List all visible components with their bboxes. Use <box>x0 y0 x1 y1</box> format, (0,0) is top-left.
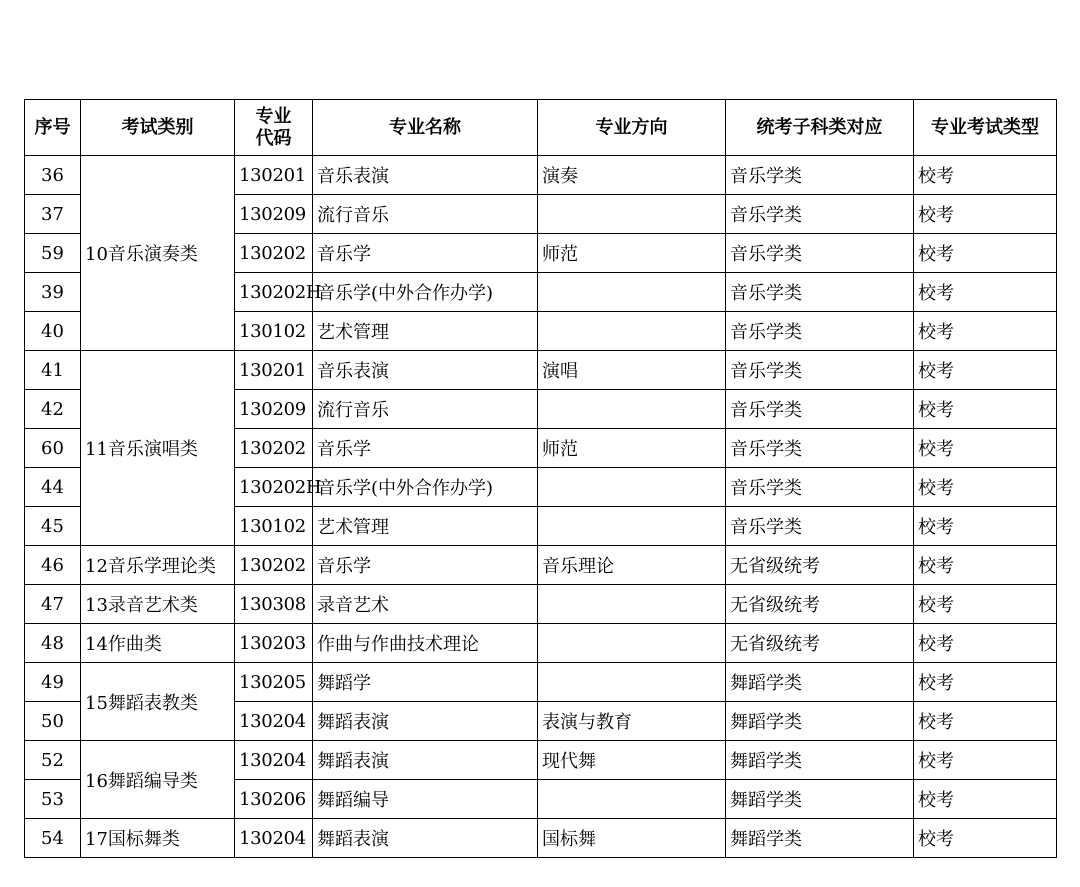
cell-major-name: 录音艺术 <box>313 585 538 624</box>
cell-major-name: 舞蹈表演 <box>313 741 538 780</box>
cell-exam-type: 校考 <box>914 156 1057 195</box>
cell-subject: 舞蹈学类 <box>726 663 914 702</box>
cell-direction: 表演与教育 <box>538 702 726 741</box>
cell-major-name: 舞蹈表演 <box>313 819 538 858</box>
cell-code: 130209 <box>235 195 313 234</box>
cell-index: 44 <box>25 468 81 507</box>
cell-exam-type: 校考 <box>914 390 1057 429</box>
cell-subject: 无省级统考 <box>726 546 914 585</box>
cell-subject: 音乐学类 <box>726 195 914 234</box>
cell-major-name: 作曲与作曲技术理论 <box>313 624 538 663</box>
cell-code: 130201 <box>235 156 313 195</box>
cell-exam-type: 校考 <box>914 546 1057 585</box>
cell-direction <box>538 507 726 546</box>
cell-subject: 无省级统考 <box>726 624 914 663</box>
header-subject: 统考子科类对应 <box>726 100 914 156</box>
table-row <box>25 741 1057 780</box>
cell-index: 59 <box>25 234 81 273</box>
cell-index: 40 <box>25 312 81 351</box>
table-row <box>25 156 1057 195</box>
cell-code: 130204 <box>235 741 313 780</box>
cell-major-name: 音乐学 <box>313 429 538 468</box>
cell-category: 11音乐演唱类 <box>81 351 235 546</box>
header-category: 考试类别 <box>81 100 235 156</box>
cell-code: 130204 <box>235 819 313 858</box>
cell-exam-type: 校考 <box>914 468 1057 507</box>
cell-major-name: 音乐学 <box>313 234 538 273</box>
cell-index: 50 <box>25 702 81 741</box>
cell-major-name: 艺术管理 <box>313 312 538 351</box>
cell-index: 52 <box>25 741 81 780</box>
cell-subject: 舞蹈学类 <box>726 780 914 819</box>
cell-category: 10音乐演奏类 <box>81 156 235 351</box>
cell-index: 42 <box>25 390 81 429</box>
header-row <box>25 100 1057 156</box>
cell-subject: 舞蹈学类 <box>726 741 914 780</box>
cell-exam-type: 校考 <box>914 702 1057 741</box>
cell-major-name: 舞蹈表演 <box>313 702 538 741</box>
cell-major-name: 流行音乐 <box>313 195 538 234</box>
cell-exam-type: 校考 <box>914 351 1057 390</box>
cell-direction <box>538 195 726 234</box>
cell-major-name: 音乐学(中外合作办学) <box>313 273 538 312</box>
cell-direction: 国标舞 <box>538 819 726 858</box>
cell-exam-type: 校考 <box>914 429 1057 468</box>
cell-category: 15舞蹈表教类 <box>81 663 235 741</box>
cell-index: 48 <box>25 624 81 663</box>
cell-code: 130206 <box>235 780 313 819</box>
cell-code: 130102 <box>235 312 313 351</box>
cell-category: 17国标舞类 <box>81 819 235 858</box>
majors-table <box>24 99 1057 858</box>
cell-index: 53 <box>25 780 81 819</box>
cell-index: 49 <box>25 663 81 702</box>
cell-subject: 音乐学类 <box>726 273 914 312</box>
cell-direction <box>538 390 726 429</box>
cell-major-name: 音乐表演 <box>313 351 538 390</box>
cell-index: 54 <box>25 819 81 858</box>
cell-index: 39 <box>25 273 81 312</box>
cell-subject: 舞蹈学类 <box>726 702 914 741</box>
cell-exam-type: 校考 <box>914 195 1057 234</box>
header-exam-type: 专业考试类型 <box>914 100 1057 156</box>
cell-major-name: 音乐表演 <box>313 156 538 195</box>
cell-code: 130202H <box>235 273 313 312</box>
cell-subject: 音乐学类 <box>726 234 914 273</box>
cell-subject: 音乐学类 <box>726 507 914 546</box>
cell-direction <box>538 585 726 624</box>
cell-exam-type: 校考 <box>914 780 1057 819</box>
cell-exam-type: 校考 <box>914 663 1057 702</box>
cell-index: 47 <box>25 585 81 624</box>
table-row <box>25 351 1057 390</box>
cell-direction: 音乐理论 <box>538 546 726 585</box>
cell-index: 37 <box>25 195 81 234</box>
cell-index: 45 <box>25 507 81 546</box>
cell-subject: 音乐学类 <box>726 468 914 507</box>
cell-code: 130205 <box>235 663 313 702</box>
cell-major-name: 流行音乐 <box>313 390 538 429</box>
cell-index: 60 <box>25 429 81 468</box>
cell-direction: 师范 <box>538 429 726 468</box>
cell-category: 16舞蹈编导类 <box>81 741 235 819</box>
cell-major-name: 音乐学(中外合作办学) <box>313 468 538 507</box>
cell-direction <box>538 663 726 702</box>
cell-direction: 演唱 <box>538 351 726 390</box>
cell-exam-type: 校考 <box>914 312 1057 351</box>
cell-code: 130202H <box>235 468 313 507</box>
cell-subject: 舞蹈学类 <box>726 819 914 858</box>
cell-direction <box>538 624 726 663</box>
cell-code: 130102 <box>235 507 313 546</box>
cell-subject: 音乐学类 <box>726 312 914 351</box>
cell-exam-type: 校考 <box>914 624 1057 663</box>
cell-code: 130201 <box>235 351 313 390</box>
cell-code: 130202 <box>235 429 313 468</box>
header-code <box>235 100 313 156</box>
table-row <box>25 585 1057 624</box>
cell-major-name: 舞蹈编导 <box>313 780 538 819</box>
cell-code: 130204 <box>235 702 313 741</box>
cell-exam-type: 校考 <box>914 234 1057 273</box>
cell-category: 12音乐学理论类 <box>81 546 235 585</box>
cell-major-name: 音乐学 <box>313 546 538 585</box>
cell-subject: 音乐学类 <box>726 429 914 468</box>
cell-exam-type: 校考 <box>914 741 1057 780</box>
header-index: 序号 <box>25 100 81 156</box>
cell-code: 130209 <box>235 390 313 429</box>
header-major-name: 专业名称 <box>313 100 538 156</box>
cell-code: 130308 <box>235 585 313 624</box>
cell-exam-type: 校考 <box>914 507 1057 546</box>
cell-code: 130203 <box>235 624 313 663</box>
cell-direction <box>538 780 726 819</box>
cell-code: 130202 <box>235 234 313 273</box>
cell-direction: 师范 <box>538 234 726 273</box>
cell-exam-type: 校考 <box>914 273 1057 312</box>
header-code-line2: 代码 <box>255 127 292 149</box>
header-code-line1: 专业 <box>255 105 292 127</box>
cell-direction <box>538 312 726 351</box>
cell-exam-type: 校考 <box>914 585 1057 624</box>
cell-major-name: 舞蹈学 <box>313 663 538 702</box>
cell-index: 46 <box>25 546 81 585</box>
cell-subject: 音乐学类 <box>726 351 914 390</box>
header-direction: 专业方向 <box>538 100 726 156</box>
cell-subject: 音乐学类 <box>726 390 914 429</box>
cell-direction <box>538 468 726 507</box>
table-row <box>25 546 1057 585</box>
cell-direction: 现代舞 <box>538 741 726 780</box>
cell-subject: 无省级统考 <box>726 585 914 624</box>
table-row <box>25 819 1057 858</box>
cell-index: 41 <box>25 351 81 390</box>
cell-direction: 演奏 <box>538 156 726 195</box>
table-row <box>25 624 1057 663</box>
cell-category: 13录音艺术类 <box>81 585 235 624</box>
cell-direction <box>538 273 726 312</box>
cell-index: 36 <box>25 156 81 195</box>
table-row <box>25 663 1057 702</box>
cell-code: 130202 <box>235 546 313 585</box>
cell-subject: 音乐学类 <box>726 156 914 195</box>
cell-major-name: 艺术管理 <box>313 507 538 546</box>
cell-exam-type: 校考 <box>914 819 1057 858</box>
cell-category: 14作曲类 <box>81 624 235 663</box>
